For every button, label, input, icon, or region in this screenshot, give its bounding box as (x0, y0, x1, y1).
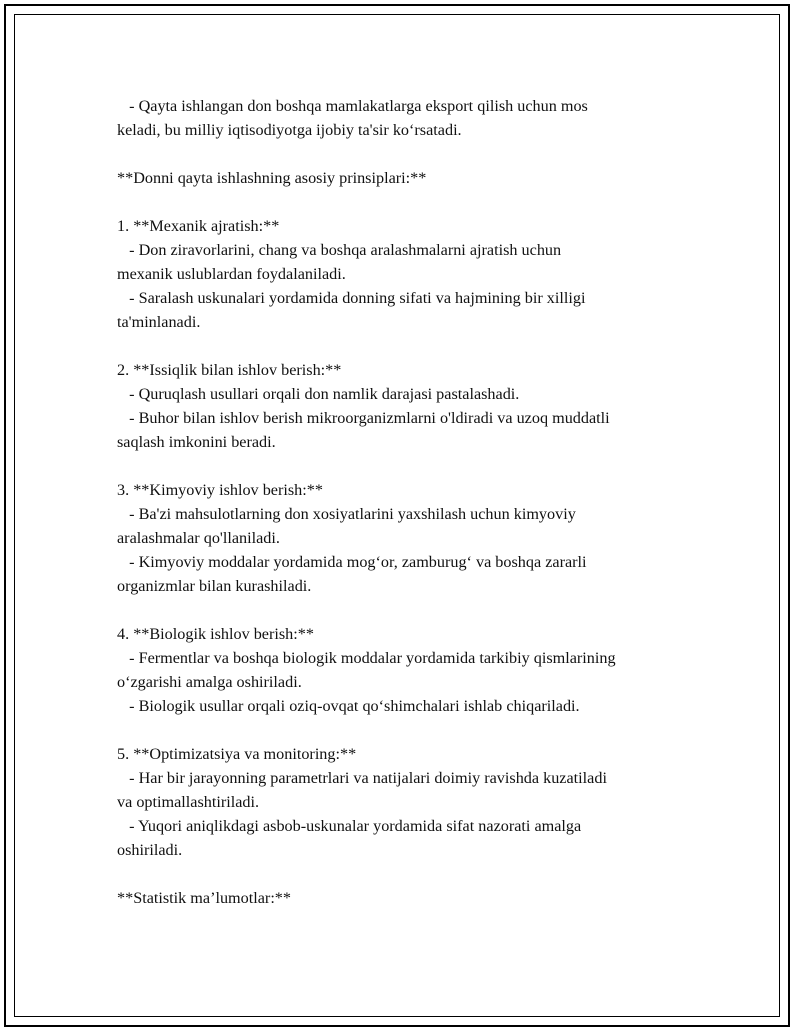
section-line: organizmlar bilan kurashiladi. (117, 577, 312, 595)
section-heading: 1. **Mexanik ajratish:** (117, 217, 280, 235)
section-line: aralashmalar qo'llaniladi. (117, 529, 280, 547)
section-line: - Saralash uskunalari yordamida donning sifati va hajmining bir xilligi (117, 289, 586, 307)
section-heading: 4. **Biologik ishlov berish:** (117, 625, 314, 643)
section-line: - Yuqori aniqlikdagi asbob-uskunalar yordamida sifat nazorati amalga (117, 817, 582, 835)
section-line: - Har bir jarayonning parametrlari va natijalari doimiy ravishda kuzatiladi (117, 769, 607, 787)
section-heading: 2. **Issiqlik bilan ishlov berish:** (117, 361, 342, 379)
section-thermal (117, 358, 697, 454)
intro-line: keladi, bu milliy iqtisodiyotga ijobiy ta'sir ko‘rsatadi. (117, 121, 462, 139)
section-heading: 3. **Kimyoviy ishlov berish:** (117, 481, 323, 499)
document-body (117, 94, 697, 910)
section-line: mexanik uslublardan foydalaniladi. (117, 265, 346, 283)
section-line: oshiriladi. (117, 841, 183, 859)
paragraph-gap (117, 190, 697, 214)
section-chemical (117, 478, 697, 598)
section-line: - Don ziravorlarini, chang va boshqa aralashmalarni ajratish uchun (117, 241, 562, 259)
paragraph-gap (117, 454, 697, 478)
principles-heading: **Donni qayta ishlashning asosiy prinsiplari:** (117, 169, 427, 187)
section-optimization (117, 742, 697, 862)
section-biological (117, 622, 697, 718)
section-line: - Biologik usullar orqali oziq-ovqat qo‘shimchalari ishlab chiqariladi. (117, 697, 580, 715)
section-line: o‘zgarishi amalga oshiriladi. (117, 673, 302, 691)
statistics-heading: **Statistik ma’lumotlar:** (117, 889, 291, 907)
section-line: - Ba'zi mahsulotlarning don xosiyatlarini yaxshilash uchun kimyoviy (117, 505, 576, 523)
section-line: - Buhor bilan ishlov berish mikroorganizmlarni o'ldiradi va uzoq muddatli (117, 409, 610, 427)
section-line: - Fermentlar va boshqa biologik moddalar yordamida tarkibiy qismlarining (117, 649, 616, 667)
section-line: saqlash imkonini beradi. (117, 433, 276, 451)
section-line: - Quruqlash usullari orqali don namlik darajasi pastalashadi. (117, 385, 520, 403)
section-line: ta'minlanadi. (117, 313, 201, 331)
section-line: va optimallashtiriladi. (117, 793, 260, 811)
section-heading: 5. **Optimizatsiya va monitoring:** (117, 745, 357, 763)
section-mechanical (117, 214, 697, 334)
section-line: - Kimyoviy moddalar yordamida mog‘or, zamburug‘ va boshqa zararli (117, 553, 587, 571)
paragraph-gap (117, 142, 697, 166)
intro-line: - Qayta ishlangan don boshqa mamlakatlarga eksport qilish uchun mos (117, 97, 588, 115)
paragraph-gap (117, 334, 697, 358)
paragraph-gap (117, 718, 697, 742)
paragraph-gap (117, 598, 697, 622)
paragraph-gap (117, 862, 697, 886)
